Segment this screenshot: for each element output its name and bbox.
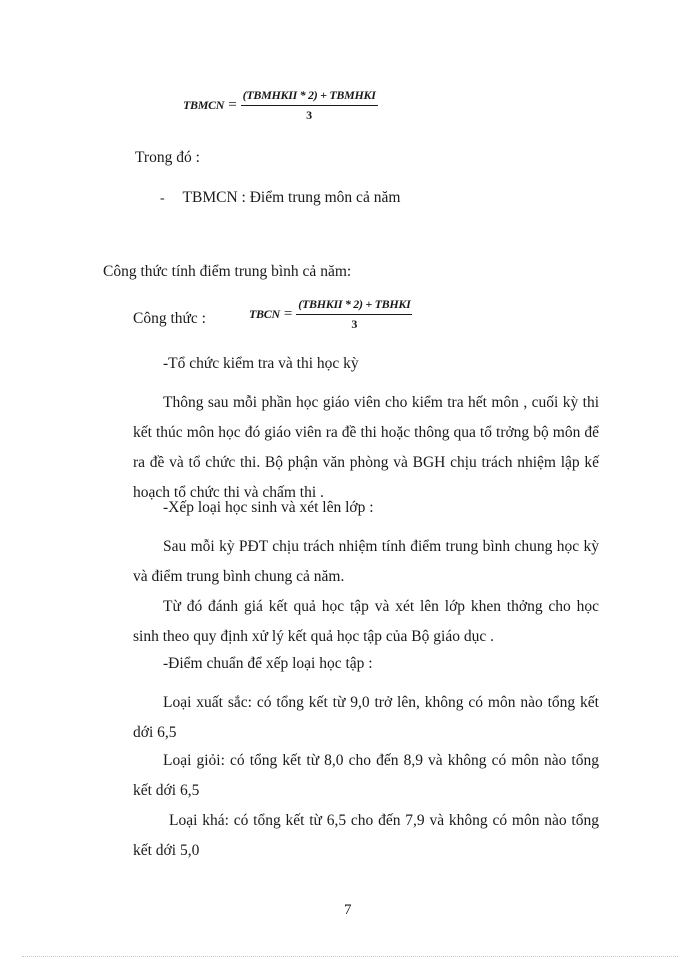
formula-equals: = [228,97,237,113]
formula-lhs: TBMCN [183,98,225,112]
bullet-text: TBMCN : Điểm trung môn cả năm [182,189,401,206]
formula-tbmcn [183,88,378,123]
formula-tbcn [249,297,412,332]
formula-fraction [296,297,412,332]
paragraph-exams: Thông sau mỗi phần học giáo viên cho kiểm tra hết môn , cuối kỳ thi kết thúc môn học đó giáo viên ra đề thi hoặc thông qua tổ trởng bộ môn để ra đề và tổ chức thi. Bộ phận văn phòng và BGH chịu trách nhiệm lập kế hoạch tổ chức thi và chấm thi . [133,394,599,501]
bullet-marker: - [160,191,165,206]
section-heading-grading-criteria: -Điểm chuẩn để xếp loại học tập : [163,655,373,672]
formula-numerator: (TBMHKII * 2) + TBMHKI [242,88,376,102]
cong-thuc-heading: Công thức tính điểm trung bình cả năm: [103,263,352,280]
formula-lhs: TBCN [249,307,280,321]
paragraph-excellent: Loại xuất sắc: có tổng kết từ 9,0 trở lên, không có môn nào tổng kết dới 6,5 [133,694,599,741]
formula-equals: = [283,306,293,322]
page-bottom-border [22,956,678,957]
paragraph-fair: Loại khá: có tổng kết từ 6,5 cho đến 7,9 và không có môn nào tổng kết dới 5,0 [133,812,599,859]
formula-fraction [241,88,378,123]
paragraph-evaluation: Từ đó đánh giá kết quả học tập và xét lên lớp khen thởng cho học sinh theo quy định xử lý kết quả học tập của Bộ giáo dục . [133,598,599,645]
section-heading-exams: -Tổ chức kiểm tra và thi học kỳ [163,355,359,372]
trong-do-label: Trong đó : [135,149,200,166]
section-heading-classification: -Xếp loại học sinh và xét lên lớp : [163,499,374,516]
paragraph-good: Loại giỏi: có tổng kết từ 8,0 cho đến 8,9 và không có môn nào tổng kết dới 6,5 [133,752,599,799]
formula-denominator: 3 [306,108,313,122]
bullet-item [160,188,400,209]
page-number: 7 [344,902,352,918]
paragraph-semester-average: Sau mỗi kỳ PĐT chịu trách nhiệm tính điểm trung bình chung học kỳ và điểm trung bình chung cả năm. [133,538,599,585]
formula-denominator: 3 [351,317,358,331]
formula-numerator: (TBHKII * 2) + TBHKI [298,297,411,311]
formula-label: Công thức : [133,310,206,327]
